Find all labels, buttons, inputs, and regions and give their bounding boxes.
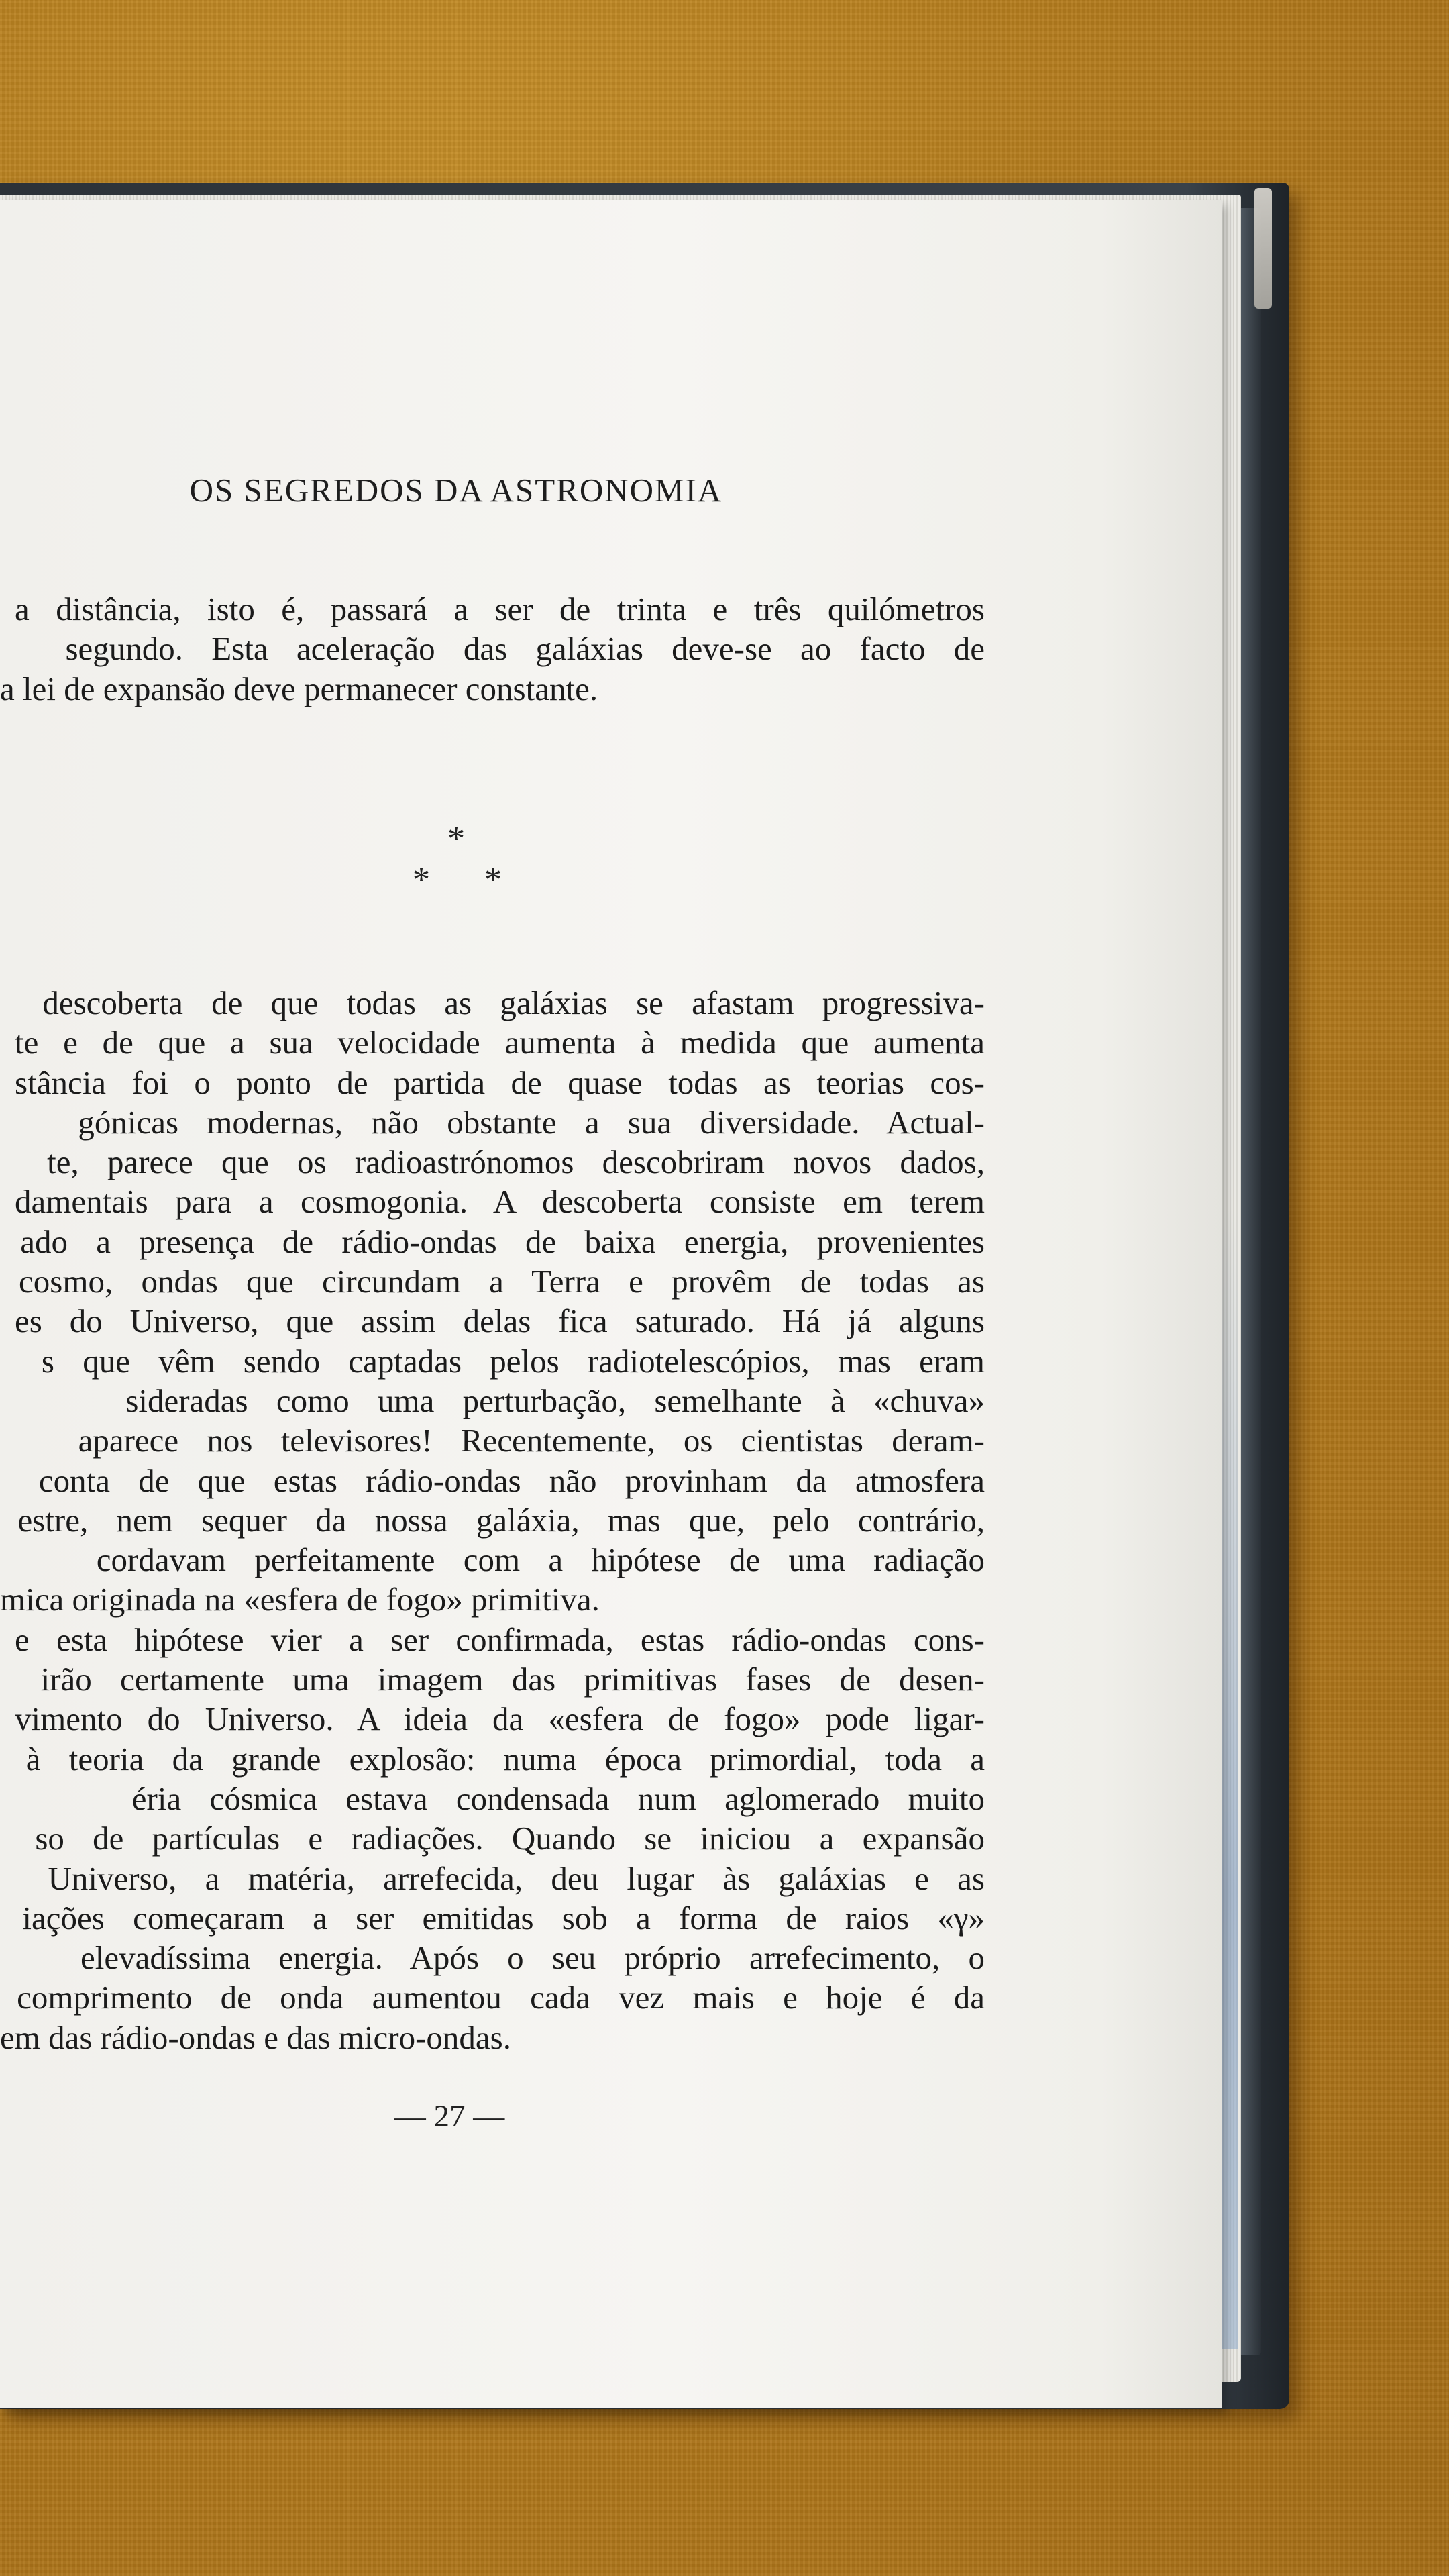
text-line: conta de que estas rádio-ondas não provinham da atmosfera [38,1461,985,1499]
text-line: cosmo, ondas que circundam a Terra e provêm de todas as [19,1263,985,1300]
text-line: e esta hipótese vier a ser confirmada, estas rádio-ondas cons- [15,1620,985,1658]
text-line: s que vêm sendo captadas pelos radiotelescópios, mas eram [41,1342,985,1380]
text-line: estre, nem sequer da nossa galáxia, mas que, pelo contrário, [17,1501,985,1539]
text-line: à teoria da grande explosão: numa época primordial, toda a [25,1740,985,1778]
text-line: mica originada na «esfera de fogo» primitiva. [0,1581,600,1618]
text-line: em das rádio-ondas e das micro-ondas. [0,2018,511,2056]
text-line: iações começaram a ser emitidas sob a forma de raios «γ» [22,1899,985,1937]
text-line: comprimento de onda aumentou cada vez mais e hoje é da [17,1979,985,2016]
separator-asterisk-top: * [447,820,465,858]
text-line: elevadíssima energia. Após o seu próprio arrefecimento, o [80,1939,985,1977]
separator-asterisk-right: * [484,861,502,899]
paragraph-top [0,589,985,709]
text-line: éria cósmica estava condensada num aglomerado muito [131,1780,985,1817]
text-line: aparece nos televisores! Recentemente, os cientistas deram- [78,1422,985,1459]
paragraph-main [0,983,985,2057]
text-line: irão certamente uma imagem das primitivas fases de desen- [40,1661,985,1698]
text-line: sideradas como uma perturbação, semelhante à «chuva» [125,1382,985,1419]
text-line: a distância, isto é, passará a ser de trinta e três quilómetros [15,590,985,627]
text-line: ado a presença de rádio-ondas de baixa energia, provenientes [20,1223,985,1260]
cover-corner-wear [1254,188,1272,309]
text-line: es do Universo, que assim delas fica saturado. Há já alguns [15,1302,985,1340]
text-line: cordavam perfeitamente com a hipótese de uma radiação [96,1541,985,1579]
text-line: te e de que a sua velocidade aumenta à medida que aumenta [15,1024,985,1062]
page-number: — 27 — [394,2099,505,2134]
running-header: OS SEGREDOS DA ASTRONOMIA [189,472,723,509]
text-line: stância foi o ponto de partida de quase todas as teorias cos- [15,1064,985,1101]
text-line: vimento do Universo. A ideia da «esfera de fogo» pode ligar- [15,1700,985,1738]
text-line: te, parece que os radioastrónomos descobriram novos dados, [47,1143,985,1181]
text-line: damentais para a cosmogonia. A descoberta consiste em terem [15,1183,985,1221]
text-line: a lei de expansão deve permanecer constante. [0,670,598,707]
text-line: so de partículas e radiações. Quando se iniciou a expansão [35,1820,985,1857]
text-line: segundo. Esta aceleração das galáxias deve-se ao facto de [65,630,985,668]
text-line: gónicas modernas, não obstante a sua diversidade. Actual- [78,1103,985,1141]
text-line: descoberta de que todas as galáxias se afastam progressiva- [42,984,985,1021]
separator-asterisk-left: * [413,861,430,899]
text-line: Universo, a matéria, arrefecida, deu lugar às galáxias e as [48,1859,985,1897]
